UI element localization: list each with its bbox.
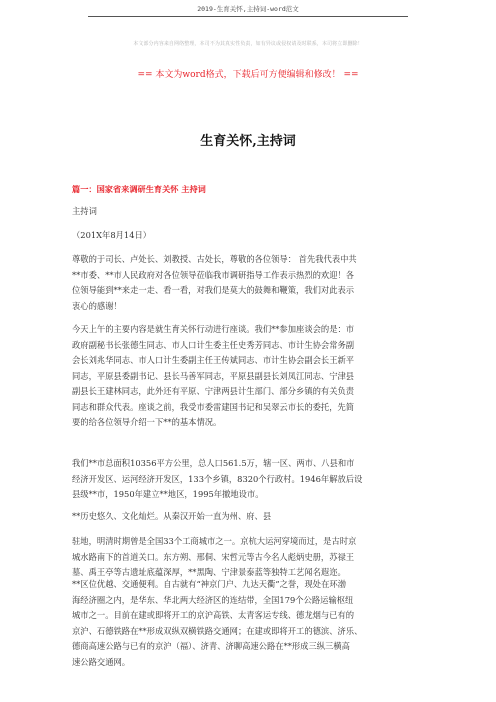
- speech-label: [72, 204, 428, 220]
- text-line: 墓、禹王亭等古遗址底蕴深厚，**黑陶、宁津景泰蓝等独特工艺闻名遐迩。: [72, 567, 346, 577]
- text-line: 我们**市总面积10356平方公里，总人口561.5万，辖一区、两市、八县和市: [72, 458, 355, 468]
- text-line: **市委、**市人民政府对各位领导莅临我市调研指导工作表示热烈的欢迎！各: [72, 269, 355, 280]
- text-line: 京沪、石德铁路在**形成双纵双横铁路交通网；在建或即将开工的德滨、济乐、: [72, 625, 363, 636]
- text-line: 副县长王建林同志，此外还有平原、宁津两县计生部门、部分乡镇的有关负责: [72, 386, 355, 396]
- format-notice: == 本文为word格式，下载后可方便编辑和修改！ ==: [137, 70, 359, 80]
- text-line: 驻地，明清时期曾是全国33个工商城市之一。京杭大运河穿境而过，是古时京: [72, 536, 357, 546]
- speech-date: [72, 228, 428, 244]
- paragraph-welcome: [72, 252, 428, 314]
- header-divider: [88, 16, 408, 17]
- speech-date-text: （201X年8月14日）: [72, 230, 152, 240]
- text-line: 尊敬的于司长、卢处长、刘教授、古处长，尊敬的各位领导： 首先我代表中共: [72, 254, 357, 264]
- text-line: 衷心的感谢！: [72, 300, 122, 311]
- document-title: 生育关怀,主持词: [200, 134, 296, 149]
- paragraph-city-overview: [72, 456, 428, 503]
- text-line: 位领导能到**来走一走、看一看，对我们是莫大的鼓舞和鞭策，我们对此表示: [72, 285, 355, 295]
- disclaimer-note: 本文部分内容来自网络整理，本司不为其真实性负责，如有异议或侵权请及时联系，本司将立即删除！: [133, 41, 363, 47]
- text-line: 会长刘兆华同志、市人口计生委副主任王传斌同志、市计生协会副会长王新平: [72, 355, 355, 365]
- paragraph-heritage: [72, 534, 428, 581]
- text-line: **区位优越、交通便利。自古就有“神京门户、九达天衢”之誉，现处在环渤: [72, 579, 346, 589]
- section-heading: 篇一：国家省来调研生育关怀 主持词: [72, 184, 206, 194]
- text-line: 速公路交通网。: [72, 656, 131, 667]
- text-line: 城市之一。目前在建或即将开工的京沪高铁、太青客运专线、德龙烟与已有的: [72, 610, 355, 620]
- speech-label-text: 主持词: [72, 206, 97, 216]
- text-line: **历史悠久、文化灿烂。从秦汉开始一直为州、府、县: [72, 511, 272, 521]
- paragraph-history: [72, 509, 428, 525]
- text-line: 县级**市，1950年建立**地区，1995年撤地设市。: [72, 489, 264, 499]
- text-line: 海经济圈之内，是华东、华北两大经济区的连结带，全国179个公路运输枢纽: [72, 594, 354, 605]
- paragraph-transport: [72, 577, 428, 670]
- text-line: 同志和群众代表。座谈之前，我受市委雷建国书记和吴翠云市长的委托，先简: [72, 401, 355, 412]
- paragraph-attendees: [72, 322, 428, 431]
- text-line: 今天上午的主要内容是就生育关怀行动进行座谈。我们**参加座谈会的是：市: [72, 324, 355, 334]
- text-line: 要的给各位领导介绍一下**的基本情况。: [72, 417, 222, 427]
- text-line: 同志，平原县委副书记、县长马善军同志，平原县副县长刘凤江同志、宁津县: [72, 370, 355, 381]
- text-line: 德商高速公路与已有的京沪（福）、济青、济聊高速公路在**形成三纵三横高: [72, 641, 350, 651]
- text-line: 政府副秘书长张德生同志、市人口计生委主任史秀芳同志、市计生协会常务副: [72, 339, 355, 350]
- text-line: 城水路南下的首道关口。东方朔、邢侗、宋哲元等古今名人彪炳史册，苏禄王: [72, 551, 355, 562]
- text-line: 经济开发区、运河经济开发区，133个乡镇，8320个行政村。1946年解放后设: [72, 473, 363, 484]
- page-header: 2019-生育关怀,主持词-word范文: [197, 5, 299, 13]
